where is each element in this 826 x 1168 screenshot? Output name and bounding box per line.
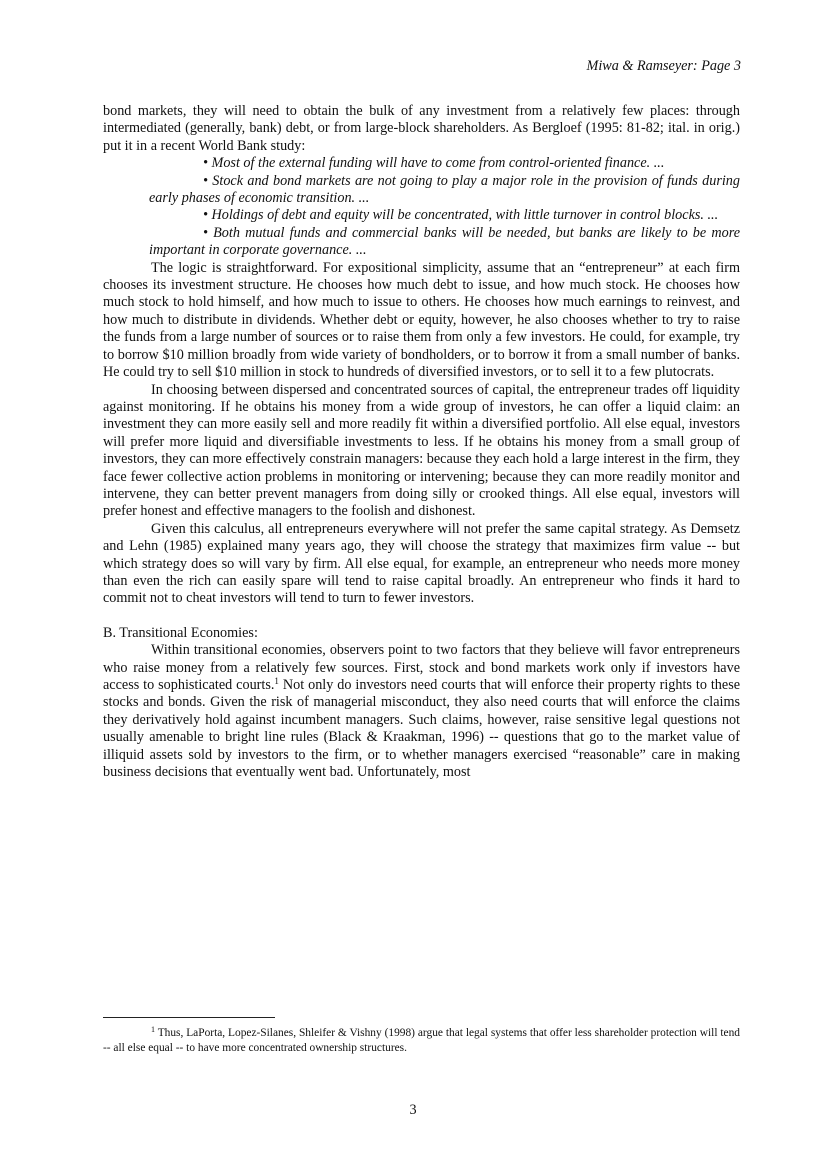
running-head: Miwa & Ramseyer: Page 3: [586, 58, 741, 74]
paragraph: In choosing between dispersed and concentrated sources of capital, the entrepreneur trades off liquidity against monitoring. If he obtains his money from a wide group of investors, he can offer a liquid claim: an investment they can more easily sell and more readily fit within a diversified portfolio. All else equal, investors will prefer more liquid and diversifiable investments to less. If he obtains his money from a small group of investors, they can more effectively constrain managers: because they each hold a large interest in the firm, they face fewer collective action problems in monitoring or intervening; because they can more readily monitor and intervene, they can better prevent managers from doing silly or crooked things. All else equal, investors will prefer honest and effective managers to the foolish and dishonest.: [103, 381, 740, 520]
paragraph-text: Not only do investors need courts that will enforce their property rights to these stocks and bonds. Given the risk of managerial misconduct, they also need courts that will enforce the claims they derivatively hold against incumbent managers. Such claims, however, raise sensitive legal questions not usually amenable to bright line rules (Black & Kraakman, 1996) -- questions that go to the market value of illiquid assets sold by investors to the firm, or to whether managers exercised “reasonable” care in making business decisions that eventually went bad. Unfortunately, most: [103, 677, 741, 781]
body-text: [103, 103, 740, 781]
paragraph-text: Within transitional economies, observers point to two factors that they believe will favor entrepreneurs who raise money from a relatively few sources. First, stock and bond markets work only if investors have access to sophisticated courts.: [103, 642, 740, 693]
footnote-marker: 1: [151, 1025, 155, 1034]
footnote-text: Thus, LaPorta, Lopez-Silanes, Shleifer & Vishny (1998) argue that legal systems that offer less shareholder protection will tend -- all else equal -- to have more concentrated ownership structures.: [103, 1027, 740, 1054]
block-quote-item: • Stock and bond markets are not going to play a major role in the provision of funds during early phases of economic transition. ...: [149, 172, 740, 207]
footnote: [103, 1026, 740, 1055]
paragraph: [103, 642, 740, 781]
paragraph: The logic is straightforward. For expositional simplicity, assume that an “entrepreneur” at each firm chooses its investment structure. He chooses how much debt to issue, and how much stock. He chooses how much stock to hold himself, and how much to issue to others. He chooses how much earnings to reinvest, and how much to distribute in dividends. Whether debt or equity, however, he also chooses whether to try to raise the funds from a large number of sources or to raise them from only a few investors. He could, for example, try to borrow $10 million broadly from wide variety of bondholders, or to borrow it from a small number of banks. He could try to sell $10 million in stock to hundreds of diversified investors, or to sell it to a few plutocrats.: [103, 259, 740, 381]
footnote-reference: 1: [274, 676, 279, 686]
block-quote-item: • Most of the external funding will have to come from control-oriented finance. ...: [203, 155, 665, 172]
section-heading: B. Transitional Economies:: [103, 624, 258, 641]
paragraph: bond markets, they will need to obtain the bulk of any investment from a relatively few places: through intermediated (generally, bank) debt, or from large-block shareholders. As Bergloef (1995: 81-82; ital. in orig.) put it in a recent World Bank study:: [103, 103, 740, 154]
footnote-rule: [103, 1017, 275, 1018]
block-quote-item: • Both mutual funds and commercial banks will be needed, but banks are likely to be more important in corporate governance. ...: [149, 224, 740, 259]
block-quote-item: • Holdings of debt and equity will be concentrated, with little turnover in control blocks. ...: [203, 207, 719, 224]
paragraph: Given this calculus, all entrepreneurs everywhere will not prefer the same capital strategy. As Demsetz and Lehn (1985) explained many years ago, they will choose the strategy that maximizes firm value -- but which strategy does so will vary by firm. All else equal, for example, an entrepreneur who needs more money than even the rich can easily spare will tend to raise capital broadly. An entrepreneur who finds it hard to commit not to cheat investors will tend to turn to fewer investors.: [103, 520, 740, 607]
page-number: 3: [409, 1102, 417, 1118]
